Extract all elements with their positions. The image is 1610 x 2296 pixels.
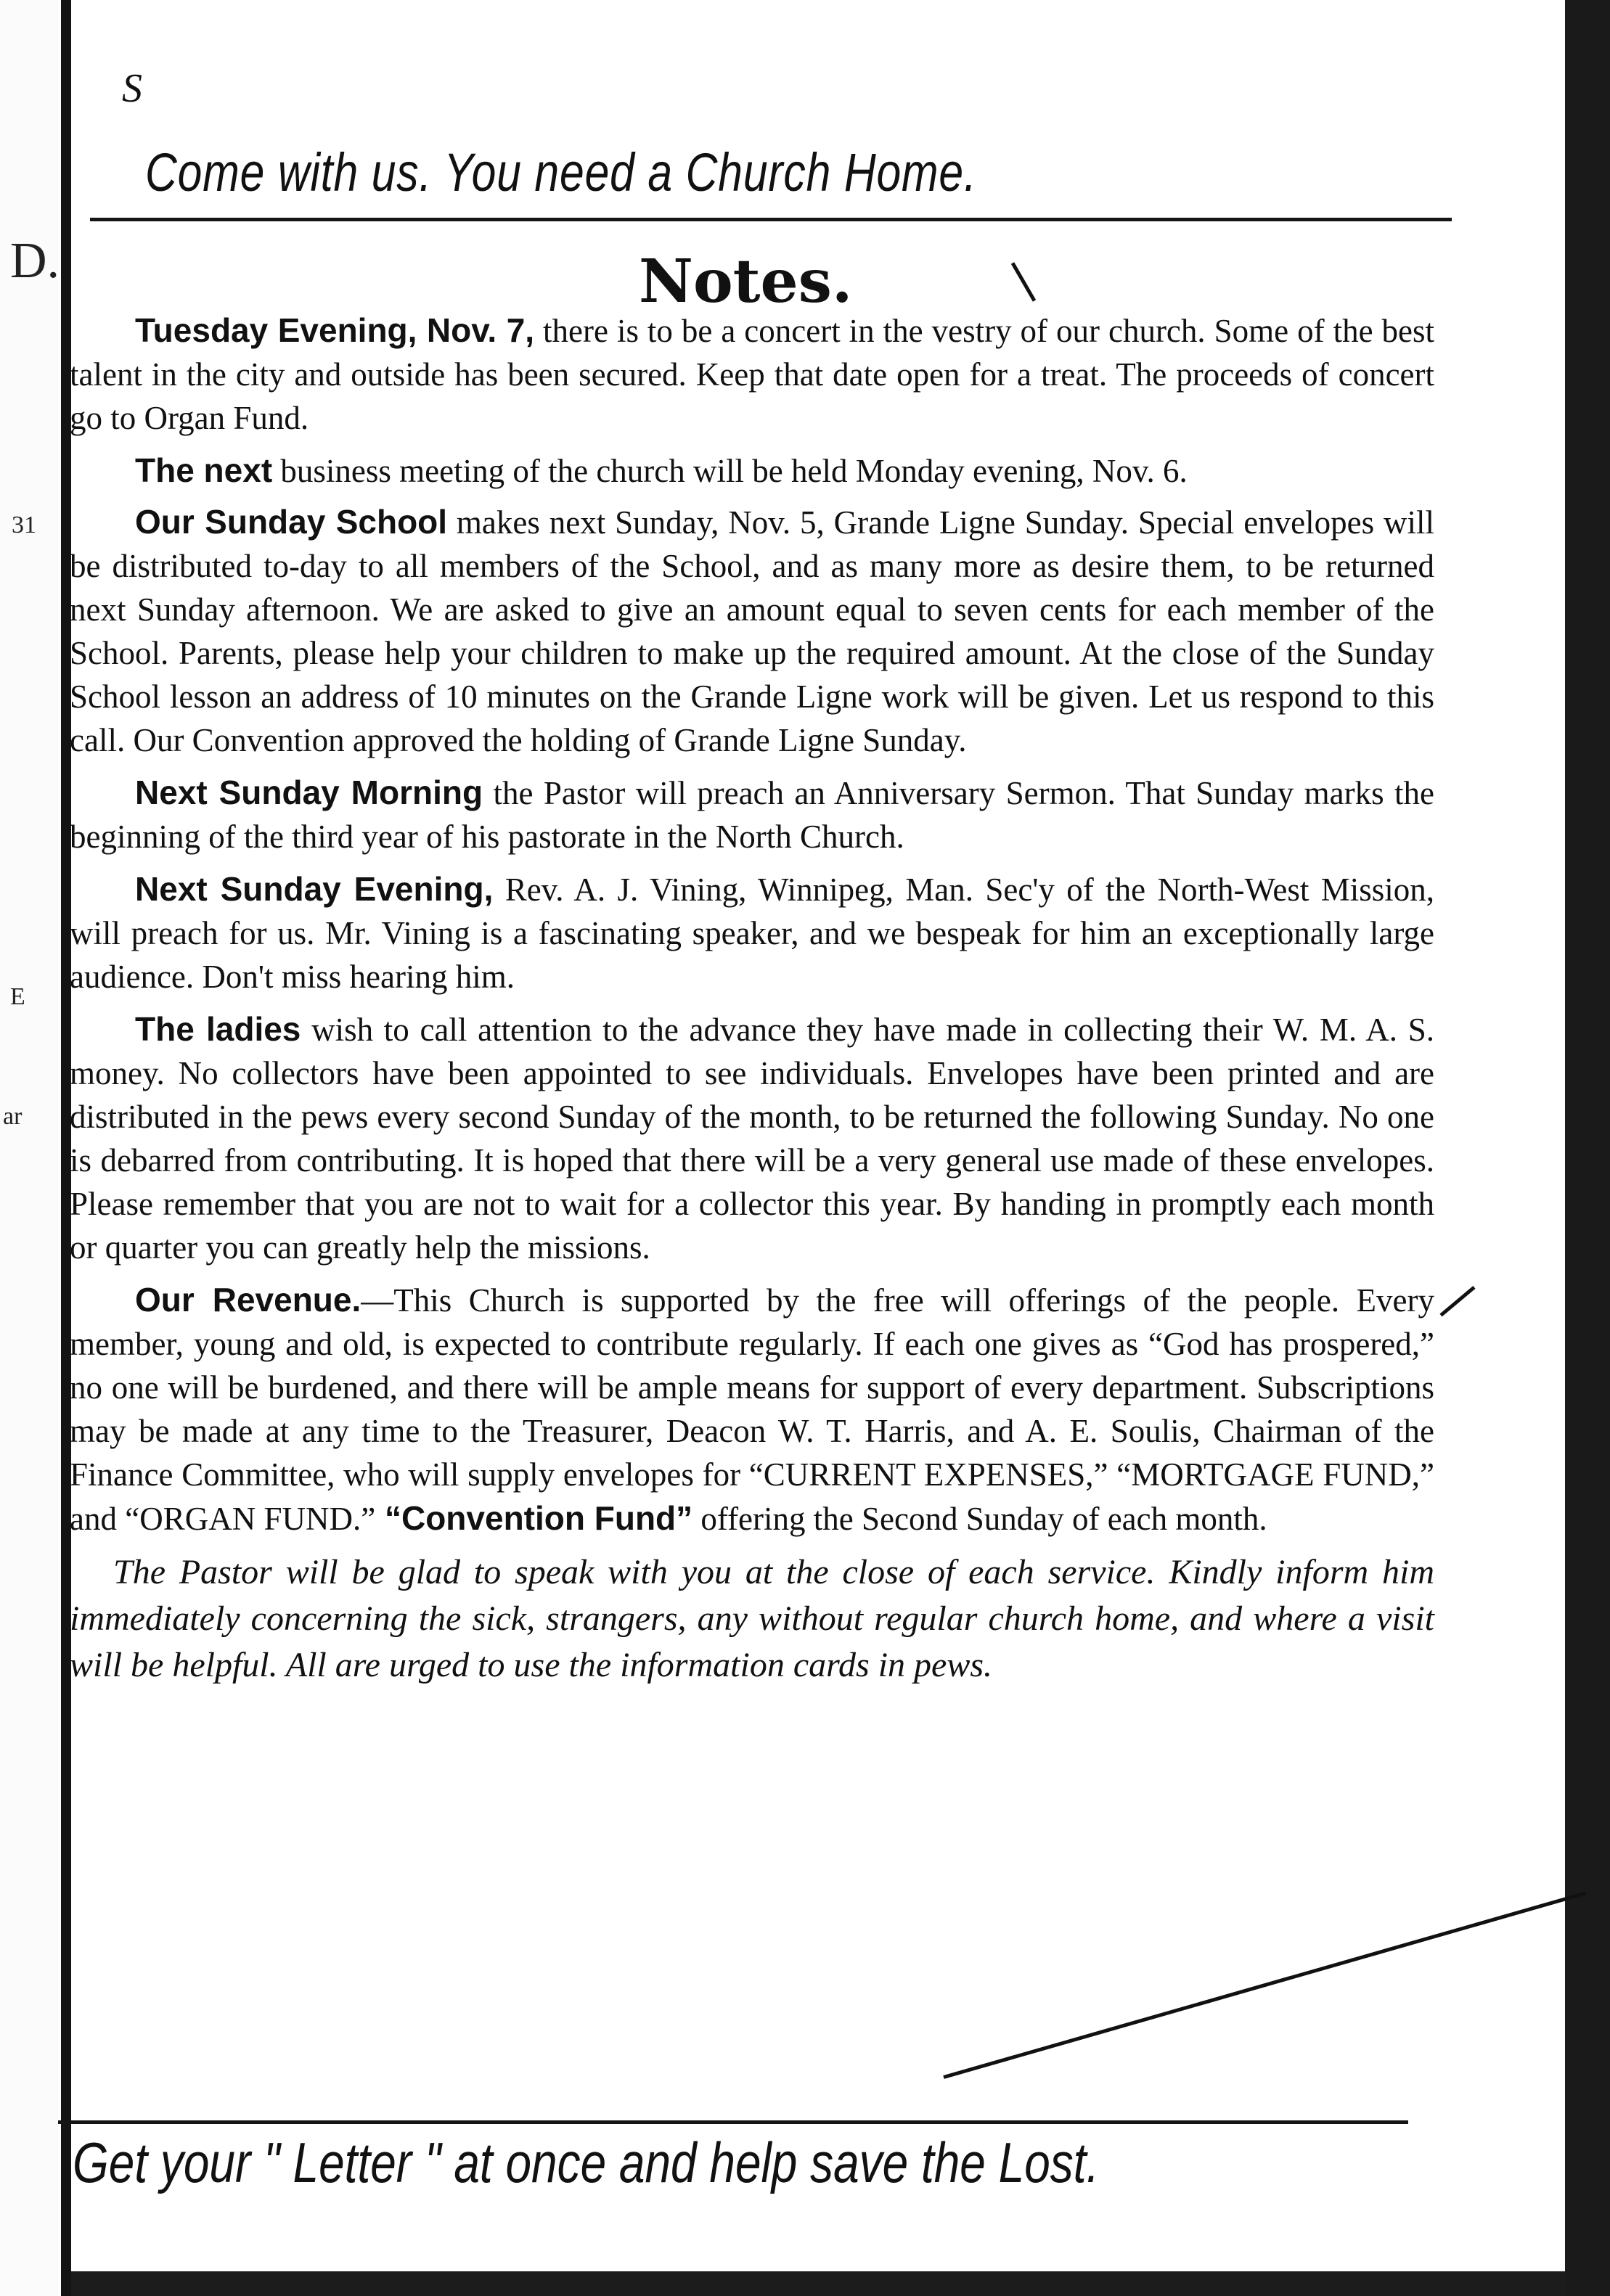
note-sunday-morning <box>70 771 1434 858</box>
bottom-divider <box>58 2120 1408 2124</box>
note-business-meeting <box>70 448 1434 493</box>
note-text: there is to be a concert in the vestry of our church. Some of the best talent in the city and outside has been secured. Keep that date open for a treat. The proceeds of concert go to Organ Fund. <box>70 313 1435 436</box>
margin-fragment-31: 31 <box>12 512 36 538</box>
note-sunday-evening <box>70 867 1434 999</box>
scan-right-shadow <box>1565 0 1610 2296</box>
note-text: —This Church is supported by the free will offerings of the people. Every member, young and old, is expected to contribute regularly. If each one gives as “God has prospered,” no one will be burdened, and there will be ample means for support of every department. Subscriptions may be made at any time to the Treasurer, Deacon W. T. Harris, and A. E. Soulis, Chairman of the Finance Committee, who will supply envelopes for “CURRENT EXPENSES,” “MORTGAGE FUND,” and “ORGAN FUND.” <box>70 1282 1434 1537</box>
margin-fragment-e: E <box>10 983 25 1010</box>
pastor-closing-note: The Pastor will be glad to speak with you at the close of each service. Kindly inform him immediately concerning the sick, strangers, any without regular church home, and where a visit will be helpful. All are urged to use the information cards in pews. <box>70 1553 1434 1684</box>
note-text: business meeting of the church will be held Monday evening, Nov. 6. <box>272 453 1188 489</box>
note-lead: Tuesday Evening, Nov. 7, <box>135 311 535 349</box>
top-divider <box>90 218 1452 221</box>
margin-fragment-ar: ar <box>3 1103 23 1130</box>
note-ladies <box>70 1007 1434 1269</box>
note-text: wish to call attention to the advance they have made in collecting their W. M. A. S. money. No collectors have been appointed to see individuals. Envelopes have been printed and are distributed in the pews every second Sunday of the month, to be returned the following Sunday. No one is debarred from contributing. It is hoped that there will be a very general use made of these envelopes. Please remember that you are not to wait for a collector this year. By handing in promptly each month or quarter you can greatly help the missions. <box>70 1012 1434 1266</box>
note-revenue <box>70 1278 1434 1541</box>
notes-body <box>70 308 1434 1689</box>
convention-fund-label: “Convention Fund” <box>375 1499 693 1537</box>
scan-bottom-shadow <box>71 2271 1565 2296</box>
notes-heading: Notes. <box>639 247 853 316</box>
note-text: makes next Sunday, Nov. 5, Grande Ligne Sunday. Special envelopes will be distributed to-day to all members of the School, and as many more as desire them, to be returned next Sunday afternoon. We are asked to give an amount equal to seven cents for each member of the School. Parents, please help your children to make up the required amount. At the close of the Sunday School lesson an address of 10 minutes on the Grande Ligne work will be given. Let us respond to this call. Our Convention approved the holding of Grande Ligne Sunday. <box>70 504 1435 758</box>
note-text-tail: offering the Second Sunday of each month. <box>692 1501 1267 1537</box>
scan-left-margin <box>0 0 58 2296</box>
note-lead: The ladies <box>135 1010 301 1048</box>
note-concert <box>70 308 1434 440</box>
handwritten-mark: S <box>122 66 142 111</box>
note-text: Rev. A. J. Vining, Winnipeg, Man. Sec'y of the North-West Mission, will preach for us. Mr. Vining is a fascinating speaker, and we bespeak for him an exceptionally large audience. Don't miss hearing him. <box>70 872 1434 995</box>
note-lead: Our Revenue. <box>135 1281 361 1319</box>
pen-stroke <box>943 1892 1586 2079</box>
note-text: the Pastor will preach an Anniversary Sermon. That Sunday marks the beginning of the third year of his pastorate in the North Church. <box>70 775 1434 855</box>
pen-stroke <box>1439 1286 1475 1316</box>
margin-fragment-d: D. <box>10 233 60 289</box>
note-sunday-school <box>70 500 1434 762</box>
top-slogan: Come with us. You need a Church Home. <box>145 142 977 202</box>
note-lead: Our Sunday School <box>135 503 448 541</box>
pen-stroke <box>1011 262 1036 301</box>
bottom-slogan: Get your " Letter " at once and help save the Lost. <box>73 2131 1100 2194</box>
note-lead: The next <box>135 451 273 489</box>
note-lead: Next Sunday Morning <box>135 774 483 811</box>
note-lead: Next Sunday Evening, <box>135 870 494 908</box>
